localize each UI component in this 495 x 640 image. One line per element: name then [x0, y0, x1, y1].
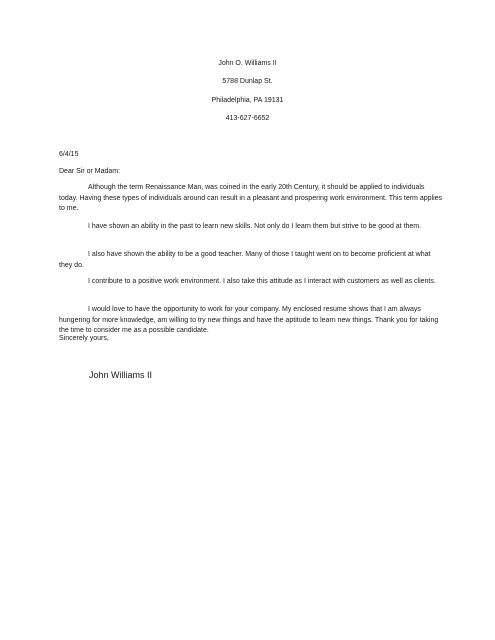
- signature-name: John Williams II: [89, 370, 153, 380]
- salutation: Dear Sir or Madam:: [59, 168, 121, 175]
- closing: Sincerely yours,: [59, 335, 109, 342]
- paragraph-intro: Although the term Renaissance Man, was coined in the early 20th Century, it should be applied to individuals today. Having these types of individuals around can result in a pleasant and prospering work environment. This term applies to me.: [59, 184, 443, 212]
- paragraph-environment: I contribute to a positive work environment. I also take this attitude as I interact with customers as well as clients.: [88, 278, 436, 285]
- sender-phone: 413-627-6652: [225, 115, 270, 122]
- sender-city: Philadelphia, PA 19131: [211, 97, 284, 104]
- sender-street: 5788 Dunlap St.: [222, 78, 273, 85]
- paragraph-teaching: I also have shown the ability to be a good teacher. Many of those I taught went on to become proficient at what they do.: [59, 251, 431, 269]
- paragraph-conclusion: I would love to have the opportunity to work for your company. My enclosed resume shows that I am always hungering for more knowledge, am willing to try new things and have the aptitude to learn new things. Thank you for taking the time to consider me as a possible candidate.: [59, 306, 439, 334]
- paragraph-skills: I have shown an ability in the past to learn new skills. Not only do I learn them but strive to be good at them.: [88, 223, 422, 230]
- sender-name: John O. Williams II: [218, 60, 277, 67]
- letter-date: 6/4/15: [59, 151, 79, 158]
